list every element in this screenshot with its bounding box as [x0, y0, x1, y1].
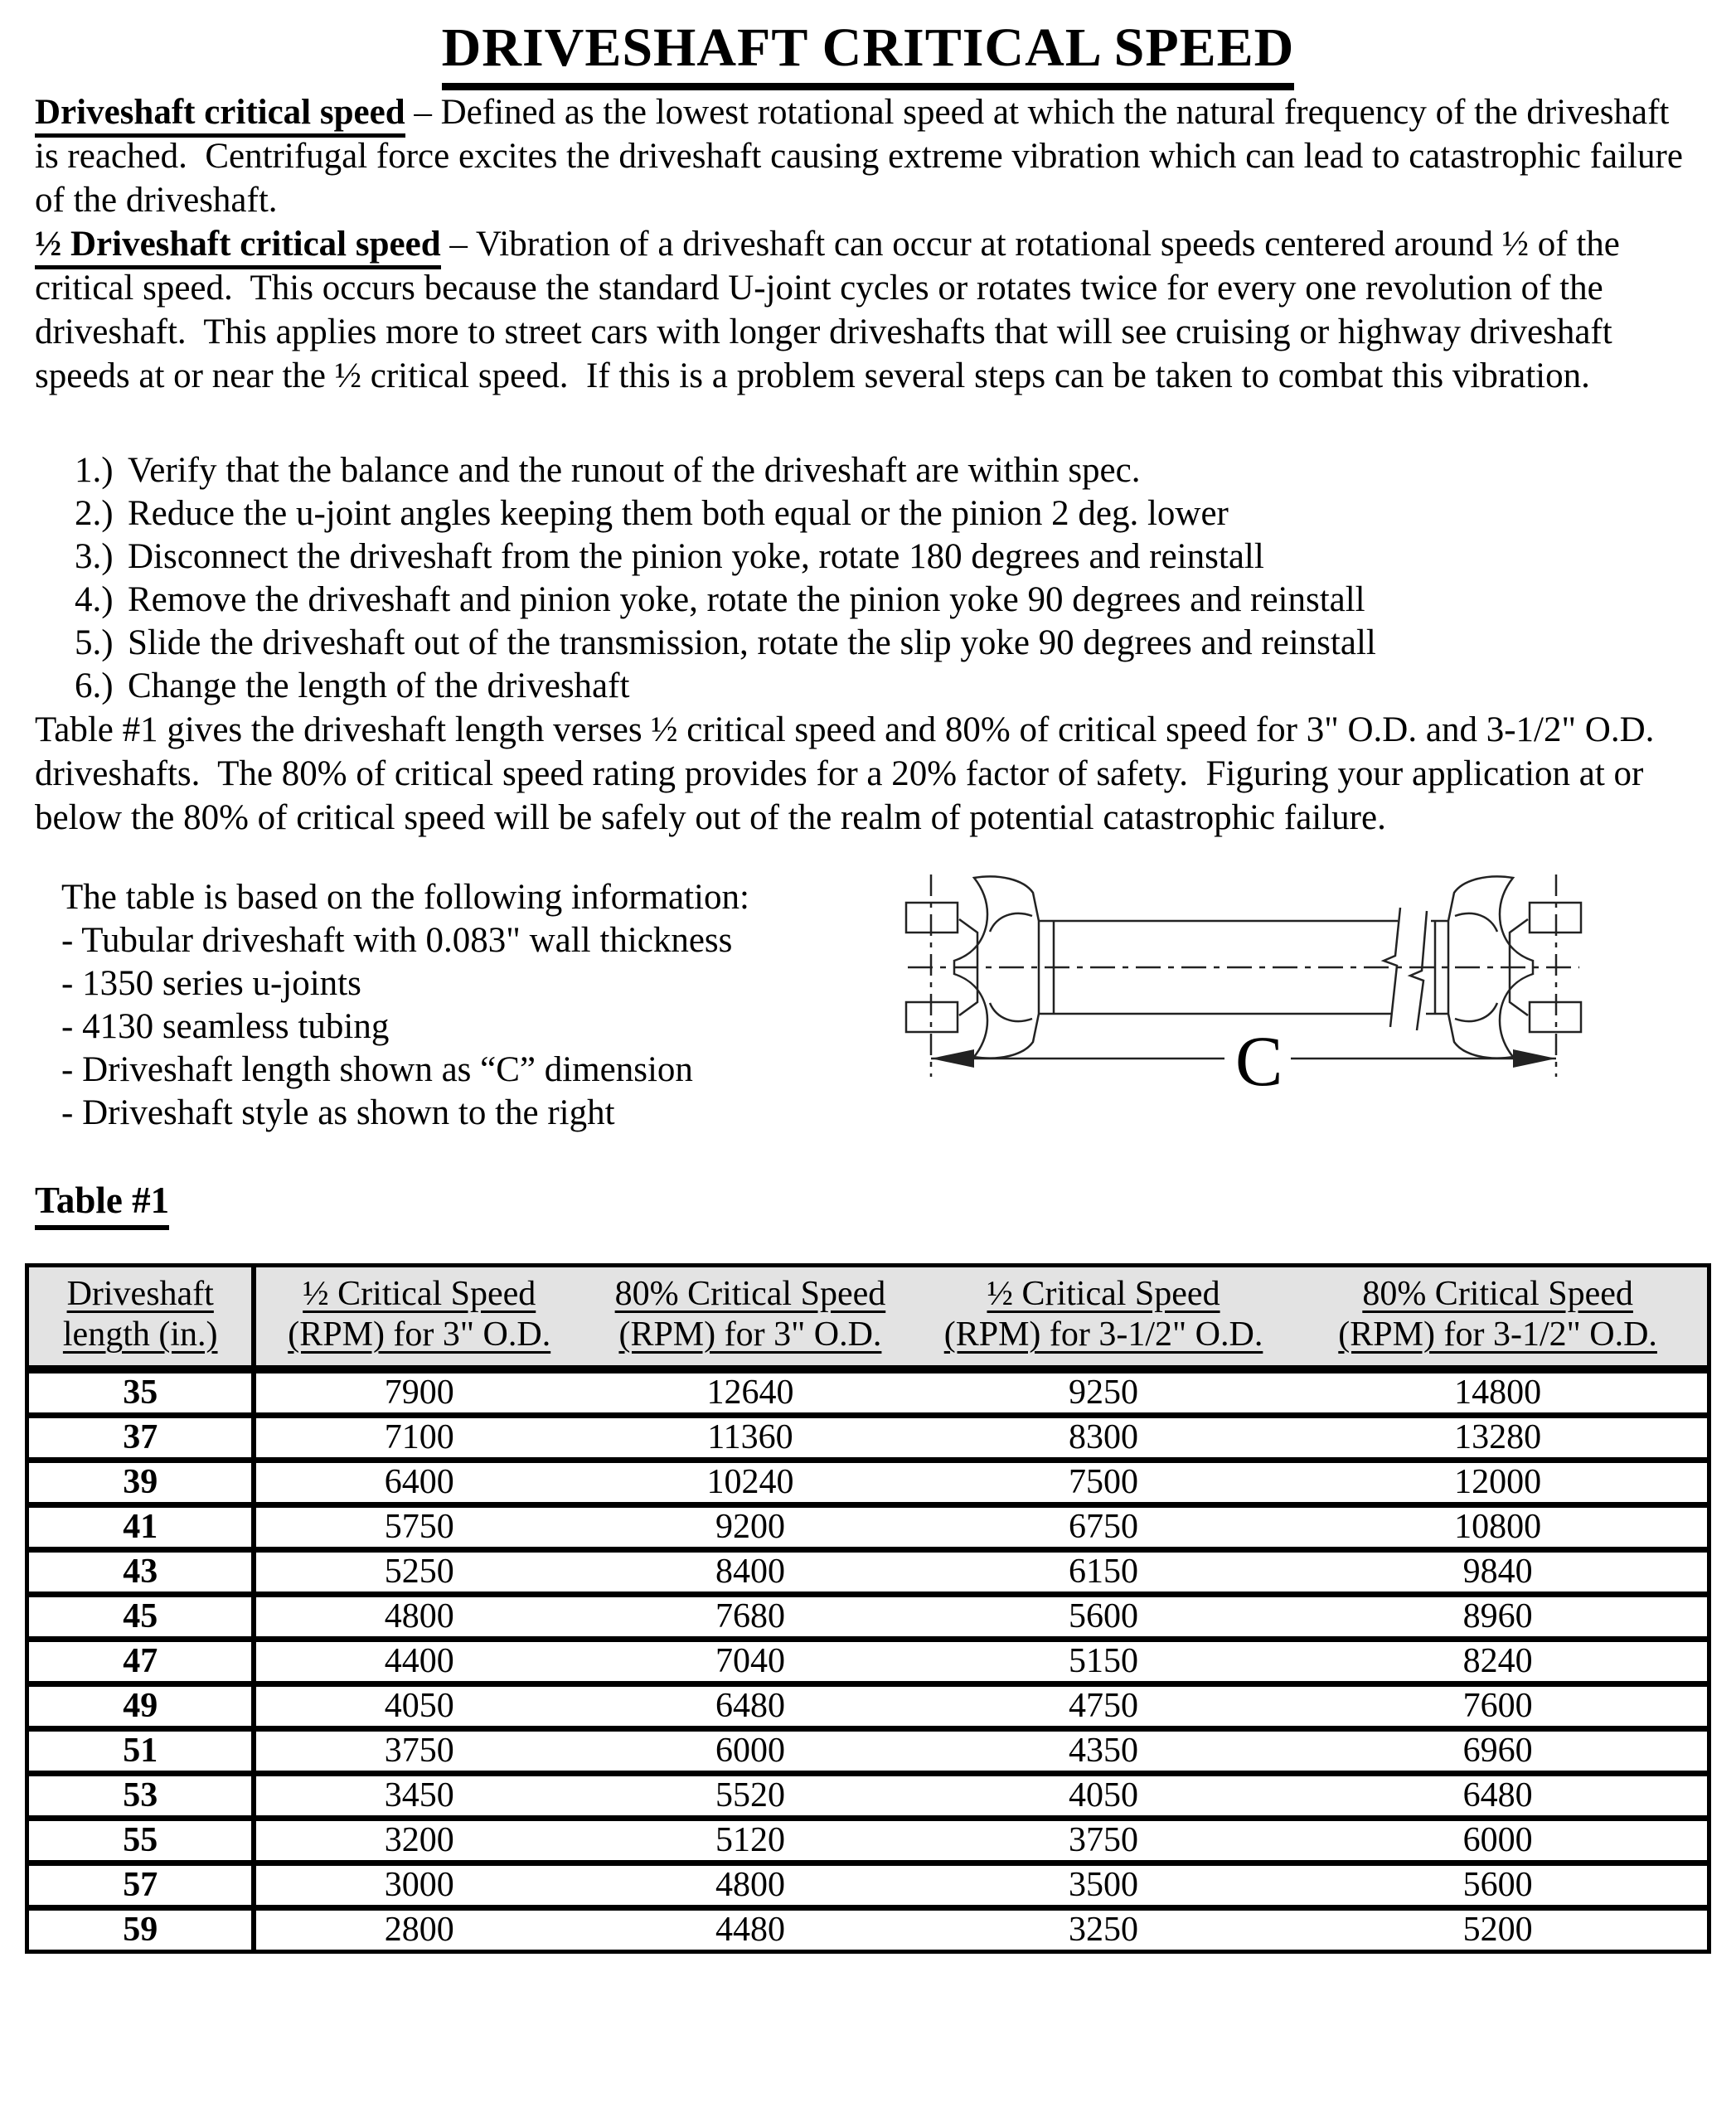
- cell-driveshaft-length: 55: [27, 1819, 255, 1863]
- table-heading: [35, 1178, 1701, 1230]
- cell-driveshaft-length: 35: [27, 1369, 255, 1416]
- left-yoke-inner-curve-top: [990, 913, 1032, 932]
- cell-80pct-critical-3half-od: 14800: [1454, 1373, 1542, 1412]
- cell-80pct-critical-3half-od: 8960: [1288, 1595, 1709, 1640]
- cell-half-critical-3half-od: 7500: [919, 1461, 1288, 1505]
- cell-half-critical-3od: 3000: [254, 1863, 582, 1908]
- column-header-line2: (RPM) for 3-1/2" O.D.: [1338, 1315, 1657, 1354]
- cell-driveshaft-length: 49: [27, 1684, 255, 1729]
- cell-half-critical-3od: 3750: [254, 1729, 582, 1774]
- table-header: [27, 1266, 1709, 1370]
- cell-80pct-critical-3half-od: 12000: [1288, 1461, 1709, 1505]
- cell-80pct-critical-3half-od: 7600: [1288, 1684, 1709, 1729]
- list-item: - 4130 seamless tubing: [61, 1007, 390, 1046]
- list-item-text: Remove the driveshaft and pinion yoke, rotate the pinion yoke 90 degrees and reinstall: [128, 580, 1365, 619]
- list-item-text: Slide the driveshaft out of the transmission, rotate the slip yoke 90 degrees and reinstall: [128, 623, 1376, 662]
- cell-half-critical-3od: 2800: [254, 1908, 582, 1952]
- table-basis-section: [35, 876, 1701, 1150]
- table-row: [27, 1863, 1709, 1908]
- list-item: [75, 622, 1701, 665]
- cell-half-critical-3half-od: 3750: [919, 1819, 1288, 1863]
- cell-half-critical-3od: 6400: [254, 1461, 582, 1505]
- driveshaft-diagram: [900, 868, 1588, 1133]
- cell-half-critical-3half-od: 3500: [919, 1863, 1288, 1908]
- cell-80pct-critical-3od: 7040: [582, 1640, 919, 1684]
- table-row: [27, 1416, 1709, 1461]
- cell-driveshaft-length: 53: [27, 1774, 255, 1819]
- cell-80pct-critical-3od: 5120: [582, 1819, 919, 1863]
- break-line-right: [1410, 911, 1427, 1030]
- list-item: - Tubular driveshaft with 0.083" wall thickness: [61, 921, 733, 960]
- cell-80pct-critical-3od: 10240: [582, 1461, 919, 1505]
- basis-intro: The table is based on the following information:: [61, 878, 749, 917]
- cell-half-critical-3half-od: 3250: [919, 1908, 1288, 1952]
- cell-half-critical-3half-od: 4750: [919, 1684, 1288, 1729]
- cell-80pct-critical-3half-od: 9840: [1288, 1550, 1709, 1595]
- cell-80pct-critical-3od: 9200: [582, 1505, 919, 1550]
- right-yoke-inner-curve-bottom: [1455, 1003, 1497, 1021]
- cell-80pct-critical-3half-od: 5600: [1288, 1863, 1709, 1908]
- remedy-steps-list: [35, 449, 1701, 708]
- list-item-text: Verify that the balance and the runout of the driveshaft are within spec.: [128, 451, 1141, 490]
- list-item: [75, 492, 1701, 535]
- cell-half-critical-3half-od: 5600: [919, 1595, 1288, 1640]
- cell-80pct-critical-3od: 4480: [582, 1908, 919, 1952]
- cell-80pct-critical-3half-od: 5200: [1288, 1908, 1709, 1952]
- table-body: [27, 1369, 1709, 1952]
- cell-80pct-critical-3od: 4800: [582, 1863, 919, 1908]
- column-header-line1: ½ Critical Speed: [303, 1275, 536, 1313]
- paragraph-text: – Defined as the lowest rotational speed at which the natural frequency of the driveshaft is reached. Centrifugal force excites the driveshaft causing extreme vibration which can lead to catastrophic failure of the driveshaft.: [35, 93, 1683, 220]
- list-item: - Driveshaft length shown as “C” dimension: [61, 1050, 693, 1089]
- paragraph-critical-speed: [35, 90, 1701, 222]
- cell-80pct-critical-3half-od: 8240: [1288, 1640, 1709, 1684]
- list-item-number: 2.): [75, 494, 114, 533]
- list-item: [75, 535, 1701, 579]
- paragraph-text: – Vibration of a driveshaft can occur at rotational speeds centered around ½ of the critical speed. This occurs because the standard U-joint cycles or rotates twice for every one revolution of the driveshaft. This applies more to street cars with longer driveshafts that will see cruising or highway driveshaft speeds at or near the ½ critical speed. If this is a problem several steps can be taken to combat this vibration.: [35, 225, 1620, 395]
- paragraph-lead: ½ Driveshaft critical speed: [35, 225, 441, 269]
- list-item: [75, 665, 1701, 708]
- cell-driveshaft-length: 39: [27, 1461, 255, 1505]
- left-arrowhead-icon: [931, 1049, 974, 1068]
- cell-half-critical-3od: 3450: [254, 1774, 582, 1819]
- list-item: [75, 449, 1701, 492]
- cell-half-critical-3half-od: 9250: [1069, 1373, 1139, 1412]
- table-row: [27, 1819, 1709, 1863]
- list-item-number: 3.): [75, 537, 114, 576]
- list-item-text: Reduce the u-joint angles keeping them both equal or the pinion 2 deg. lower: [128, 494, 1229, 533]
- cell-driveshaft-length: 57: [27, 1863, 255, 1908]
- cell-driveshaft-length: 59: [27, 1908, 255, 1952]
- cell-driveshaft-length: 47: [27, 1640, 255, 1684]
- table-row: [27, 1550, 1709, 1595]
- cell-half-critical-3half-od: 6150: [919, 1550, 1288, 1595]
- break-lines: [1384, 908, 1427, 1030]
- cell-half-critical-3half-od: 6750: [919, 1505, 1288, 1550]
- column-header: [27, 1266, 255, 1370]
- column-header-line2: (RPM) for 3-1/2" O.D.: [943, 1315, 1263, 1354]
- cell-80pct-critical-3half-od: 6960: [1288, 1729, 1709, 1774]
- cell-half-critical-3od: 5750: [254, 1505, 582, 1550]
- cell-80pct-critical-3od: 12640: [706, 1373, 794, 1412]
- cell-half-critical-3od: 4050: [254, 1684, 582, 1729]
- column-header-line1: ½ Critical Speed: [987, 1275, 1220, 1313]
- column-header-line1: Driveshaft: [66, 1275, 214, 1313]
- table-row: [27, 1461, 1709, 1505]
- cell-half-critical-3half-od: 4050: [919, 1774, 1288, 1819]
- column-header-line2: (RPM) for 3" O.D.: [288, 1315, 551, 1354]
- list-item-number: 5.): [75, 623, 114, 662]
- column-header: [582, 1266, 919, 1370]
- cell-80pct-critical-3od: 5520: [582, 1774, 919, 1819]
- dimension-line: [931, 1021, 1556, 1101]
- cell-half-critical-3od: 4400: [254, 1640, 582, 1684]
- page-title: [35, 0, 1701, 90]
- table-row: [27, 1908, 1709, 1952]
- cell-half-critical-3od: 7100: [254, 1416, 582, 1461]
- table-row: [27, 1640, 1709, 1684]
- list-item-number: 4.): [75, 580, 114, 619]
- cell-80pct-critical-3od: 8400: [582, 1550, 919, 1595]
- paragraph-table-intro: Table #1 gives the driveshaft length verses ½ critical speed and 80% of critical speed for 3" O.D. and 3-1/2" O.D. driveshafts. The 80% of critical speed rating provides for a 20% factor of safety. Figuring your application at or below the 80% of critical speed will be safely out of the realm of potential catastrophic failure.: [35, 710, 1655, 837]
- cell-driveshaft-length: 41: [27, 1505, 255, 1550]
- cell-half-critical-3half-od: 8300: [919, 1416, 1288, 1461]
- critical-speed-table: [25, 1263, 1711, 1954]
- right-arrowhead-icon: [1513, 1049, 1556, 1068]
- column-header-line1: 80% Critical Speed: [614, 1275, 886, 1313]
- column-header: [1288, 1266, 1709, 1370]
- cell-driveshaft-length: 43: [27, 1550, 255, 1595]
- list-item: [75, 579, 1701, 622]
- cell-80pct-critical-3od: 7680: [582, 1595, 919, 1640]
- column-header-line2: length (in.): [62, 1315, 218, 1354]
- table-row: [27, 1505, 1709, 1550]
- cell-half-critical-3od: 4800: [254, 1595, 582, 1640]
- cell-driveshaft-length: 37: [27, 1416, 255, 1461]
- list-item-number: 6.): [75, 666, 114, 705]
- list-item-text: Disconnect the driveshaft from the pinion yoke, rotate 180 degrees and reinstall: [128, 537, 1264, 576]
- column-header: [254, 1266, 582, 1370]
- dimension-label: C: [1235, 1021, 1283, 1101]
- table-row: [27, 1595, 1709, 1640]
- table-row: [27, 1684, 1709, 1729]
- cell-80pct-critical-3half-od: 6000: [1288, 1819, 1709, 1863]
- paragraph-lead: Driveshaft critical speed: [35, 93, 405, 138]
- cell-half-critical-3od: 5250: [254, 1550, 582, 1595]
- cell-half-critical-3half-od: 5150: [919, 1640, 1288, 1684]
- column-header: [919, 1266, 1288, 1370]
- cell-80pct-critical-3half-od: 6480: [1288, 1774, 1709, 1819]
- table-header-row: [27, 1266, 1709, 1370]
- left-yoke-inner-curve-bottom: [990, 1003, 1032, 1021]
- column-header-line1: 80% Critical Speed: [1362, 1275, 1633, 1313]
- page-title-text: DRIVESHAFT CRITICAL SPEED: [442, 18, 1295, 90]
- column-header-line2: (RPM) for 3" O.D.: [618, 1315, 882, 1354]
- table-row: [27, 1774, 1709, 1819]
- table-row: [27, 1729, 1709, 1774]
- cell-80pct-critical-3half-od: 10800: [1288, 1505, 1709, 1550]
- table-row: [27, 1369, 1709, 1416]
- cell-driveshaft-length: 45: [27, 1595, 255, 1640]
- cell-80pct-critical-3od: 11360: [582, 1416, 919, 1461]
- cell-80pct-critical-3half-od: 13280: [1288, 1416, 1709, 1461]
- paragraph-half-critical-speed: [35, 222, 1701, 398]
- cell-driveshaft-length: 51: [27, 1729, 255, 1774]
- list-item: - Driveshaft style as shown to the right: [61, 1093, 615, 1132]
- list-item-text: Change the length of the driveshaft: [128, 666, 630, 705]
- list-item-number: 1.): [75, 451, 114, 490]
- cell-half-critical-3half-od: 4350: [919, 1729, 1288, 1774]
- right-yoke-inner-curve-top: [1455, 913, 1497, 932]
- cell-half-critical-3od: 3200: [254, 1819, 582, 1863]
- cell-80pct-critical-3od: 6480: [582, 1684, 919, 1729]
- cell-half-critical-3od: 7900: [384, 1373, 454, 1412]
- list-item: - 1350 series u-joints: [61, 964, 361, 1003]
- cell-80pct-critical-3od: 6000: [582, 1729, 919, 1774]
- table-heading-text: Table #1: [35, 1178, 169, 1230]
